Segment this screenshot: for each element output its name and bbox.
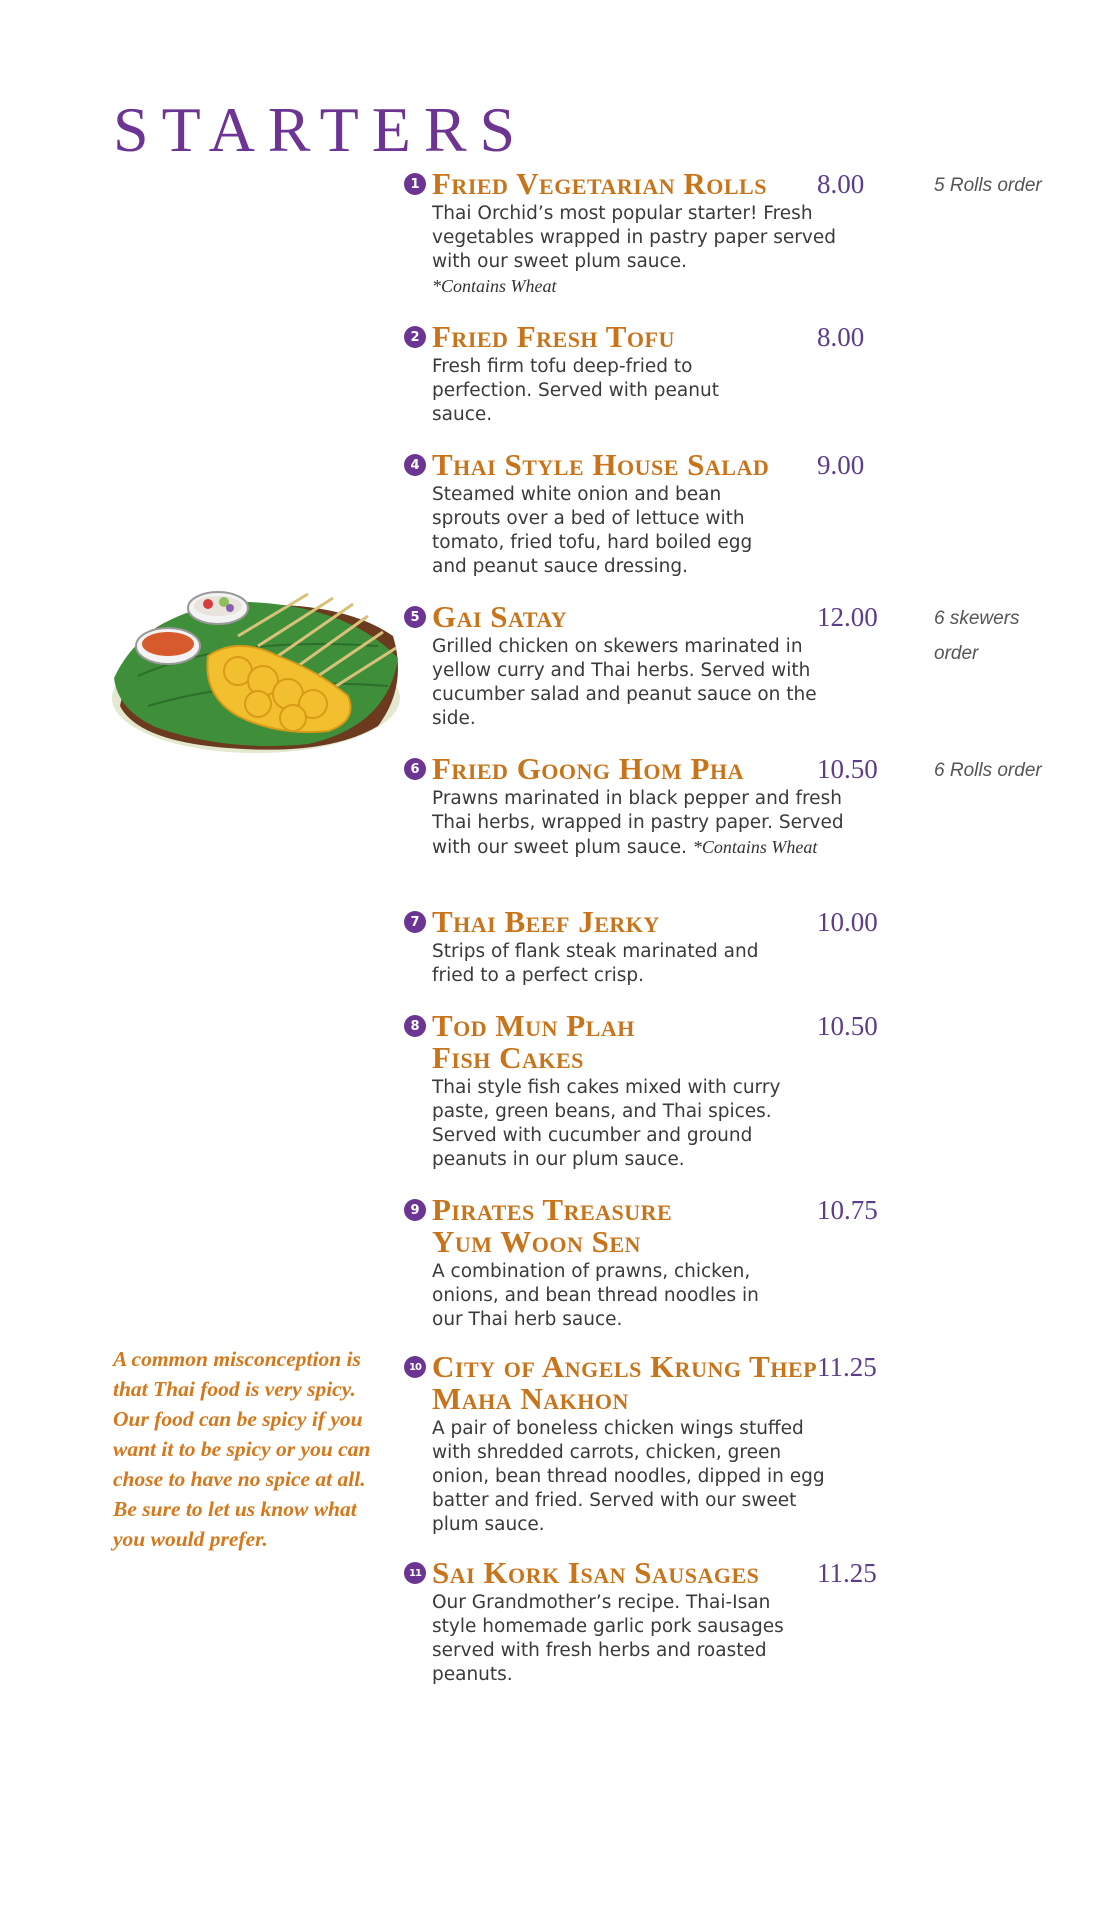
item-number-badge: 2 — [404, 326, 426, 348]
item-description-text: Prawns marinated in black pepper and fresh Thai herbs, wrapped in pastry paper. Served with our sweet plum sauce. — [432, 788, 844, 858]
section-title: STARTERS — [113, 94, 529, 165]
item-number-badge: 9 — [404, 1199, 426, 1221]
item-description: Fresh firm tofu deep-fried to perfection. Served with peanut sauce. — [432, 356, 719, 425]
allergen-note: *Contains Wheat — [432, 276, 557, 296]
item-price: 8.00 — [817, 322, 865, 352]
item-description — [432, 787, 852, 860]
item-name: Pirates Treasure Yum Woon Sen — [432, 1192, 673, 1259]
item-name: City of Angels Krung Thep Maha Nakhon — [432, 1349, 818, 1416]
item-price: 12.00 — [817, 602, 878, 632]
menu-item — [404, 321, 1044, 427]
item-portion-note: 6 Rolls order — [934, 760, 1042, 781]
menu-item — [404, 168, 1044, 299]
cucumber-salad-bowl — [188, 592, 248, 624]
item-name: Fried Vegetarian Rolls — [432, 166, 767, 201]
item-number-badge: 6 — [404, 758, 426, 780]
item-description: Thai style fish cakes mixed with curry paste, green beans, and Thai spices. Served with cucumber and ground peanuts in our plum sauce. — [432, 1077, 781, 1170]
item-price: 10.50 — [817, 1011, 878, 1041]
menu-item — [404, 1351, 1044, 1537]
item-price: 8.00 — [817, 169, 865, 199]
peanut-sauce-bowl — [136, 628, 200, 664]
item-portion-note: 6 skewers order — [934, 608, 1020, 664]
item-portion-note: 5 Rolls order — [934, 175, 1042, 196]
allergen-note: *Contains Wheat — [692, 837, 818, 857]
item-description-text: Thai Orchid’s most popular starter! Fresh vegetables wrapped in pastry paper served with our sweet plum sauce. — [432, 203, 836, 272]
item-description: A combination of prawns, chicken, onions, and bean thread noodles in our Thai herb sauce. — [432, 1261, 759, 1330]
item-description — [432, 202, 852, 299]
item-description: A pair of boneless chicken wings stuffed with shredded carrots, chicken, green onion, bean thread noodles, dipped in egg batter and fried. Served with our sweet plum sauce. — [432, 1418, 825, 1535]
item-name: Fried Fresh Tofu — [432, 319, 675, 354]
spice-level-note: A common misconception is that Thai food is very spicy. Our food can be spicy if you want it to be spicy or you can chose to have no spice at all. Be sure to let us know what you would prefer. — [113, 1347, 371, 1551]
item-description: Our Grandmother’s recipe. Thai-Isan style homemade garlic pork sausages served with fresh herbs and roasted peanuts. — [432, 1592, 784, 1685]
menu-item — [404, 1194, 1044, 1332]
item-price: 10.75 — [817, 1195, 878, 1225]
menu-item — [404, 1557, 1044, 1687]
menu-item — [404, 906, 1044, 988]
item-number-badge: 10 — [404, 1356, 426, 1378]
menu-item — [404, 449, 1044, 579]
item-name: Tod Mun Plah Fish Cakes — [432, 1008, 635, 1075]
menu-item — [404, 601, 1044, 731]
menu-item — [404, 753, 1044, 860]
item-number-badge: 4 — [404, 454, 426, 476]
item-number-badge: 8 — [404, 1015, 426, 1037]
item-description: Grilled chicken on skewers marinated in yellow curry and Thai herbs. Served with cucumber salad and peanut sauce on the side. — [432, 636, 817, 729]
item-description: Strips of flank steak marinated and fried to a perfect crisp. — [432, 941, 759, 986]
item-number-badge: 1 — [404, 173, 426, 195]
item-name: Sai Kork Isan Sausages — [432, 1555, 760, 1590]
item-number-badge: 11 — [404, 1562, 426, 1584]
item-name: Thai Style House Salad — [432, 447, 770, 482]
item-number-badge: 5 — [404, 606, 426, 628]
item-name: Thai Beef Jerky — [432, 904, 660, 939]
item-price: 10.00 — [817, 907, 878, 937]
chicken-satay-plate-illustration — [108, 576, 404, 761]
menu-item — [404, 1010, 1044, 1172]
item-number-badge: 7 — [404, 911, 426, 933]
item-price: 11.25 — [817, 1558, 877, 1588]
item-price: 9.00 — [817, 450, 865, 480]
item-price: 11.25 — [817, 1352, 877, 1382]
item-price: 10.50 — [817, 754, 878, 784]
item-name: Gai Satay — [432, 599, 568, 634]
item-description: Steamed white onion and bean sprouts over a bed of lettuce with tomato, fried tofu, hard boiled egg and peanut sauce dressing. — [432, 484, 753, 577]
item-name: Fried Goong Hom Pha — [432, 751, 744, 786]
